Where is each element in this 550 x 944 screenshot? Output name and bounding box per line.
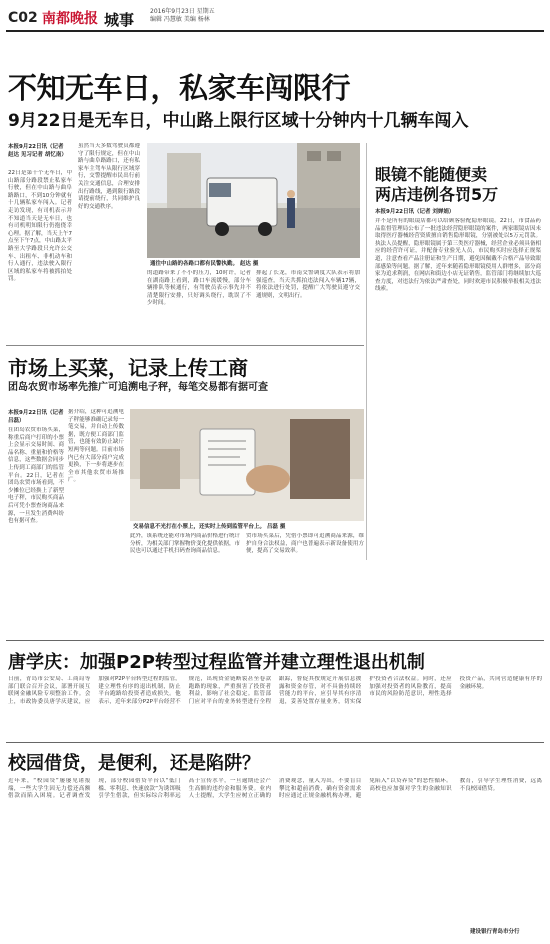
campus-body: 近年来，“校园贷”屡屡见诸报端，一些大学生因无力偿还高额借款而陷入困境。记者调查发现，部分校园借贷平台以“低门槛、零利息、快速放款”为诱饵吸引学生借款，但实际综合利率远高于宣传水平，一旦逾期还会产生高额的违约金和服务费。业内人士提醒，大学生应树立正确的消费观念，量入为出，不要盲目攀比和超前消费，确有资金需求时应通过正规金融机构办理，避免陷入“以贷养贷”的恶性循环。高校也应加强对学生的金融知识教育，引导学生理性消费，远离不良校园借贷。 [8,778,542,800]
lead-photo [147,143,360,258]
market-byline: 本报9月22日讯（记者 吕磊） [8,410,64,424]
market-body-col4: 贸市场买菜后，凭借小票即可追溯商品来源，维护自身合法权益，商户也普遍表示新设备使用方便，提高了交易效率。 [246,533,364,555]
editors-line: 编辑 冯慧敏 美编 杨林 [150,16,210,23]
market-photo-caption: 交易信息不光打在小票上，还实时上传到监管平台上。 吕磊 摄 [133,524,286,530]
lead-byline: 本报9月22日讯（记者 赵达 见习记者 胡忆南） [8,144,67,158]
p2p-body: 日前，青岛市公安局、工商局等部门联合召开会议，部署开展互联网金融风险专项整治工作。会上，市政协委员唐学庆建议，应加强对P2P平台转型过程的监管，建立理性有序的退出机制，防止平台跑路给投资者造成损失。他表示，近年来部分P2P平台经营不规范，出现资金链断裂甚至卷款跑路的现象，严重损害了投资者利益，影响了社会稳定。监管部门应对平台的业务转型进行全程跟踪，督促其按规定开展信息披露和资金存管，对不具备持续经营能力的平台，应引导其有序清退，妥善处置存量业务，切实保护投资者合法权益。同时，还应加强对投资者的风险教育，提高市民的风险防范意识，理性选择投资产品，共同营造健康有序的金融环境。 [8,676,542,705]
column-divider [366,143,367,560]
lead-body-col2: 虽然当天多数驾驶员都遵守了限行规定，但在中山路与曲阜路路口，还有私家车主驾车从限行区域穿行，交警提醒市民出行前关注交通信息，合理安排出行路线，遇到限行路段请提前绕行，共同维护良好的交通秩序。 [78,143,140,210]
glasses-byline: 本报9月22日讯（记者 刘婵娟） [375,209,455,215]
date-line: 2016年9月23日 星期五 [150,8,215,15]
market-body-col3: 此外，该系统还能对市场内商品价格进行统计分析，为相关部门掌握物价变化提供依据，市民也可以通过手机扫码查询商品信息。 [130,533,240,555]
page-number: C02 [8,10,38,26]
market-body-col1: 在团岛农贸市场买菜，称重后商户打印的小票上会显示交易时间、商品名称、重量和价格等信息，这些数据会同步上传到工商部门的监管平台。22日，记者在团岛农贸市场看到，不少摊位已经换上了新型电子秤，市民购买商品后可凭小票查询商品来源，一旦发生消费纠纷也有据可查。 [8,427,64,525]
header-rule [6,30,544,32]
lead-body-col4: 排起了长龙，市南交警调度大队表示将加强巡查，当天共抓拍违法闯入车辆17辆，将依法进行处罚，提醒广大驾驶员遵守交通规则，文明出行。 [256,270,360,299]
lead-subheadline: 9月22日是无车日，中山路上限行区域十分钟内十几辆车闯入 [8,111,469,131]
p2p-headline: 唐学庆：加强P2P转型过程监管并建立理性退出机制 [8,652,425,673]
glasses-headline-1: 眼镜不能随便卖 [375,165,488,184]
lead-photo-caption: 通往中山路的各路口都有民警执勤。 赵达 摄 [150,261,259,267]
newspaper-logo: 南都晚报 [42,11,98,27]
lead-body-col1: 22日是第十个无车日，中山路部分路段禁止私家车行驶，但在中山路与曲阜路路口，不到10分钟就有十几辆私家车闯入。记者走访发现，有司机表示并不知道当天是无车日，也有司机明知限行仍抱侥幸心理。据了解，当天上午7点至下午7点，中山路太平路至大学路段只允许公交车、出租车、非机动车和行人通行，违法驶入限行区域的私家车将被抓拍处罚。 [8,170,72,283]
edition-meta [150,8,215,24]
campus-top-rule [6,742,544,743]
market-photo [130,409,364,521]
campus-headline: 校园借贷，是便利，还是陷阱？ [8,753,260,774]
market-headline: 市场上买菜，记录上传工商 [8,356,248,380]
market-top-rule [6,345,364,346]
lead-body-col3: 的道路带来了不小的压力，10时许，记者在湖南路上看到，路口车流缓慢，部分车辆排队等候通行，有驾驶员表示事先并不清楚限行安排，只好调头绕行，耽误了不少时间。 [147,270,251,307]
market-subheadline: 团岛农贸市场率先推广可追溯电子秤，每笔交易都有据可查 [8,382,268,393]
p2p-top-rule [6,640,544,641]
lead-headline: 不知无车日，私家车闯限行 [8,71,351,105]
campus-byline: 建设银行青岛市分行 [470,929,520,935]
market-body-col2: 据介绍，这种可追溯电子秤能够准确记录每一笔交易，并自动上传数据，既方便工商部门监管，也能有效防止缺斤短两等问题。目前市场内已有大部分商户完成更换，下一步将逐步在全市其他农贸市场推广。 [68,409,124,484]
section-name: 城事 [104,11,135,29]
glasses-headline-2: 两店违例各罚5万 [375,185,499,204]
glasses-body: 并不是所有的眼镜店都可以给顾客验配隐形眼镜。22日，市食品药品监督管理局公布了一批违法经营隐形眼镜的案件，两家眼镜店因未取得医疗器械经营资质擅自销售隐形眼镜，分别被处以5万元罚款。执法人员提醒，隐形眼镜属于第三类医疗器械，经营企业必须具备相应的经营许可证，并配备专业验光人员，市民购买时应选择正规渠道，注意查看产品注册证和生产日期，避免因佩戴不合格产品导致眼部感染等问题。据了解，近年来随着隐形眼镜使用人群增多，部分商家为追求利润，在网店和街边小店无证销售，监管部门将继续加大巡查力度，对违法行为依法严肃查处，同时欢迎市民积极举报相关违法线索。 [375,218,541,293]
